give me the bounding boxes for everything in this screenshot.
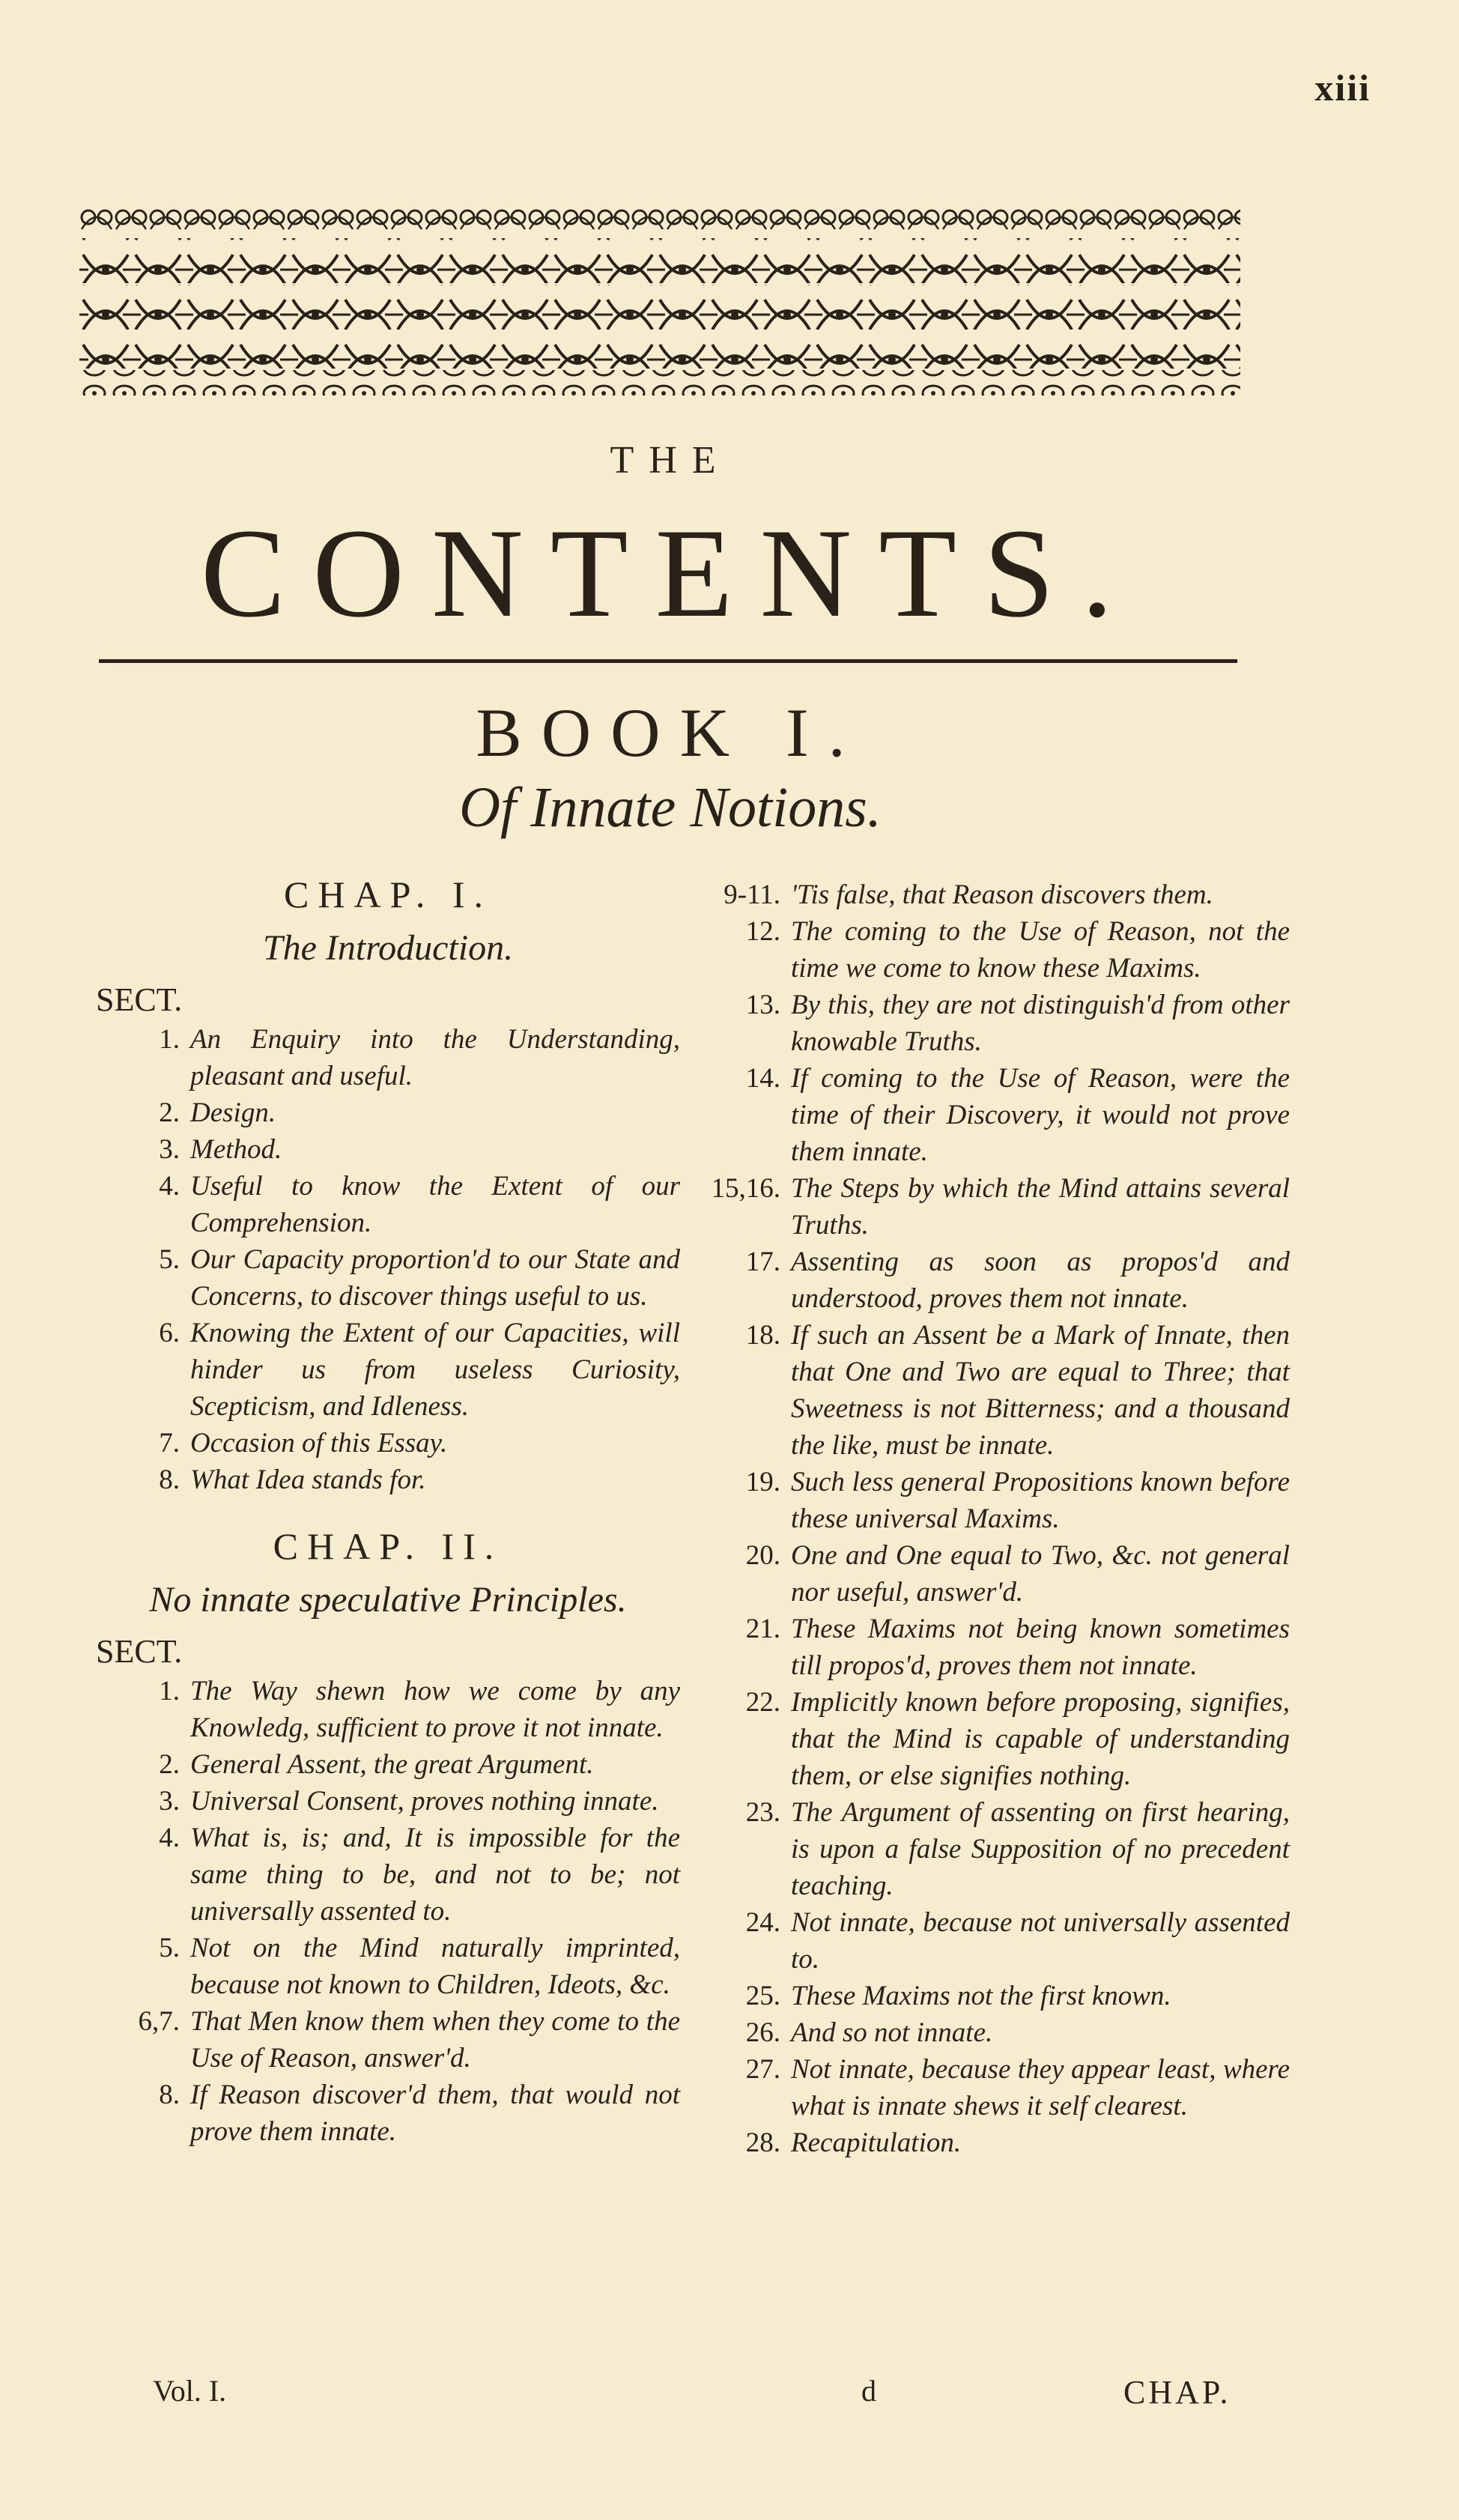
list-item: 17. Assenting as soon as propos'd and understood, proves them not innate. [745, 1247, 1290, 1314]
heading-the: THE [610, 439, 731, 482]
list-item: 6,7. That Men know them when they come to the Use of Reason, answer'd. [138, 2006, 680, 2074]
list-item: 3. Universal Consent, proves nothing innate. [159, 1786, 659, 1817]
list-item: 2. General Assent, the great Argument. [159, 1749, 594, 1780]
chapter-1-title: CHAP. I. [284, 873, 492, 915]
list-item: 27. Not innate, because they appear least, where what is innate shews it self clearest. [745, 2054, 1290, 2121]
list-item: 2. Design. [159, 1097, 276, 1128]
section-label: SECT. [96, 981, 183, 1018]
list-item: 26. And so not innate. [745, 2017, 993, 2048]
list-item: 20. One and One equal to Two, &c. not general nor useful, answer'd. [745, 1540, 1290, 1608]
list-item: 5. Our Capacity proportion'd to our State and Concerns, to discover things useful to us. [159, 1244, 680, 1312]
list-item: 8. What Idea stands for. [159, 1465, 426, 1495]
list-item: 1. An Enquiry into the Understanding, pleasant and useful. [159, 1024, 680, 1091]
list-item: 13. By this, they are not distinguish'd from other knowable Truths. [745, 990, 1290, 1057]
volume-label: Vol. I. [153, 2374, 227, 2408]
list-item: 24. Not innate, because not universally assented to. [745, 1907, 1290, 1975]
chapter-1-subtitle: The Introduction. [262, 928, 514, 968]
title-rule [99, 659, 1237, 663]
list-item: 9-11. 'Tis false, that Reason discovers them. [724, 879, 1213, 910]
list-item: 4. What is, is; and, It is impossible for the same thing to be, and not to be; not universally assented to. [159, 1823, 680, 1927]
list-item: 8. If Reason discover'd them, that would not prove them innate. [159, 2080, 680, 2147]
list-item: 23. The Argument of assenting on first hearing, is upon a false Supposition of no precedent teaching. [745, 1797, 1290, 1901]
list-item: 21. These Maxims not being known sometimes till propos'd, proves them not innate. [745, 1614, 1290, 1681]
page-number: xiii [1314, 67, 1371, 109]
right-column [706, 876, 1290, 2161]
list-item: 18. If such an Assent be a Mark of Innate, then that One and Two are equal to Three; that Sweetness is not Bitterness; and a thousand the like, must be innate. [745, 1320, 1290, 1461]
list-item: 15,16. The Steps by which the Mind attains several Truths. [711, 1173, 1290, 1241]
heading-contents: CONTENTS. [200, 503, 1141, 643]
book-subtitle: Of Innate Notions. [459, 776, 882, 839]
list-item: 6. Knowing the Extent of our Capacities, will hinder us from useless Curiosity, Scepticism, and Idleness. [159, 1318, 680, 1422]
list-item: 5. Not on the Mind naturally imprinted, because not known to Children, Ideots, &c. [159, 1933, 680, 2000]
list-item: 7. Occasion of this Essay. [159, 1428, 448, 1459]
spacer [96, 1498, 680, 1528]
list-item: 28. Recapitulation. [745, 2127, 962, 2158]
list-item: 12. The coming to the Use of Reason, not the time we come to know these Maxims. [745, 916, 1290, 984]
section-label: SECT. [96, 1633, 183, 1670]
list-item: 25. These Maxims not the first known. [745, 1981, 1171, 2011]
list-item: 14. If coming to the Use of Reason, were the time of their Discovery, it would not prove them innate. [745, 1063, 1290, 1167]
left-column [96, 873, 680, 2150]
book-title: BOOK I. [476, 694, 865, 771]
list-item: 4. Useful to know the Extent of our Comprehension. [159, 1171, 680, 1238]
chapter-2-title: CHAP. II. [273, 1525, 503, 1567]
chapter-2-subtitle: No innate speculative Principles. [149, 1580, 627, 1620]
list-item: 1. The Way shewn how we come by any Knowledg, sufficient to prove it not innate. [159, 1676, 680, 1743]
catchword: CHAP. [1123, 2374, 1231, 2411]
list-item: 3. Method. [159, 1134, 282, 1165]
signature-mark: d [861, 2374, 876, 2408]
decorative-ornament-band [79, 202, 1240, 397]
list-item: 19. Such less general Propositions known before these universal Maxims. [745, 1467, 1290, 1534]
list-item: 22. Implicitly known before proposing, signifies, that the Mind is capable of understanding them, or else signifies nothing. [745, 1687, 1290, 1791]
